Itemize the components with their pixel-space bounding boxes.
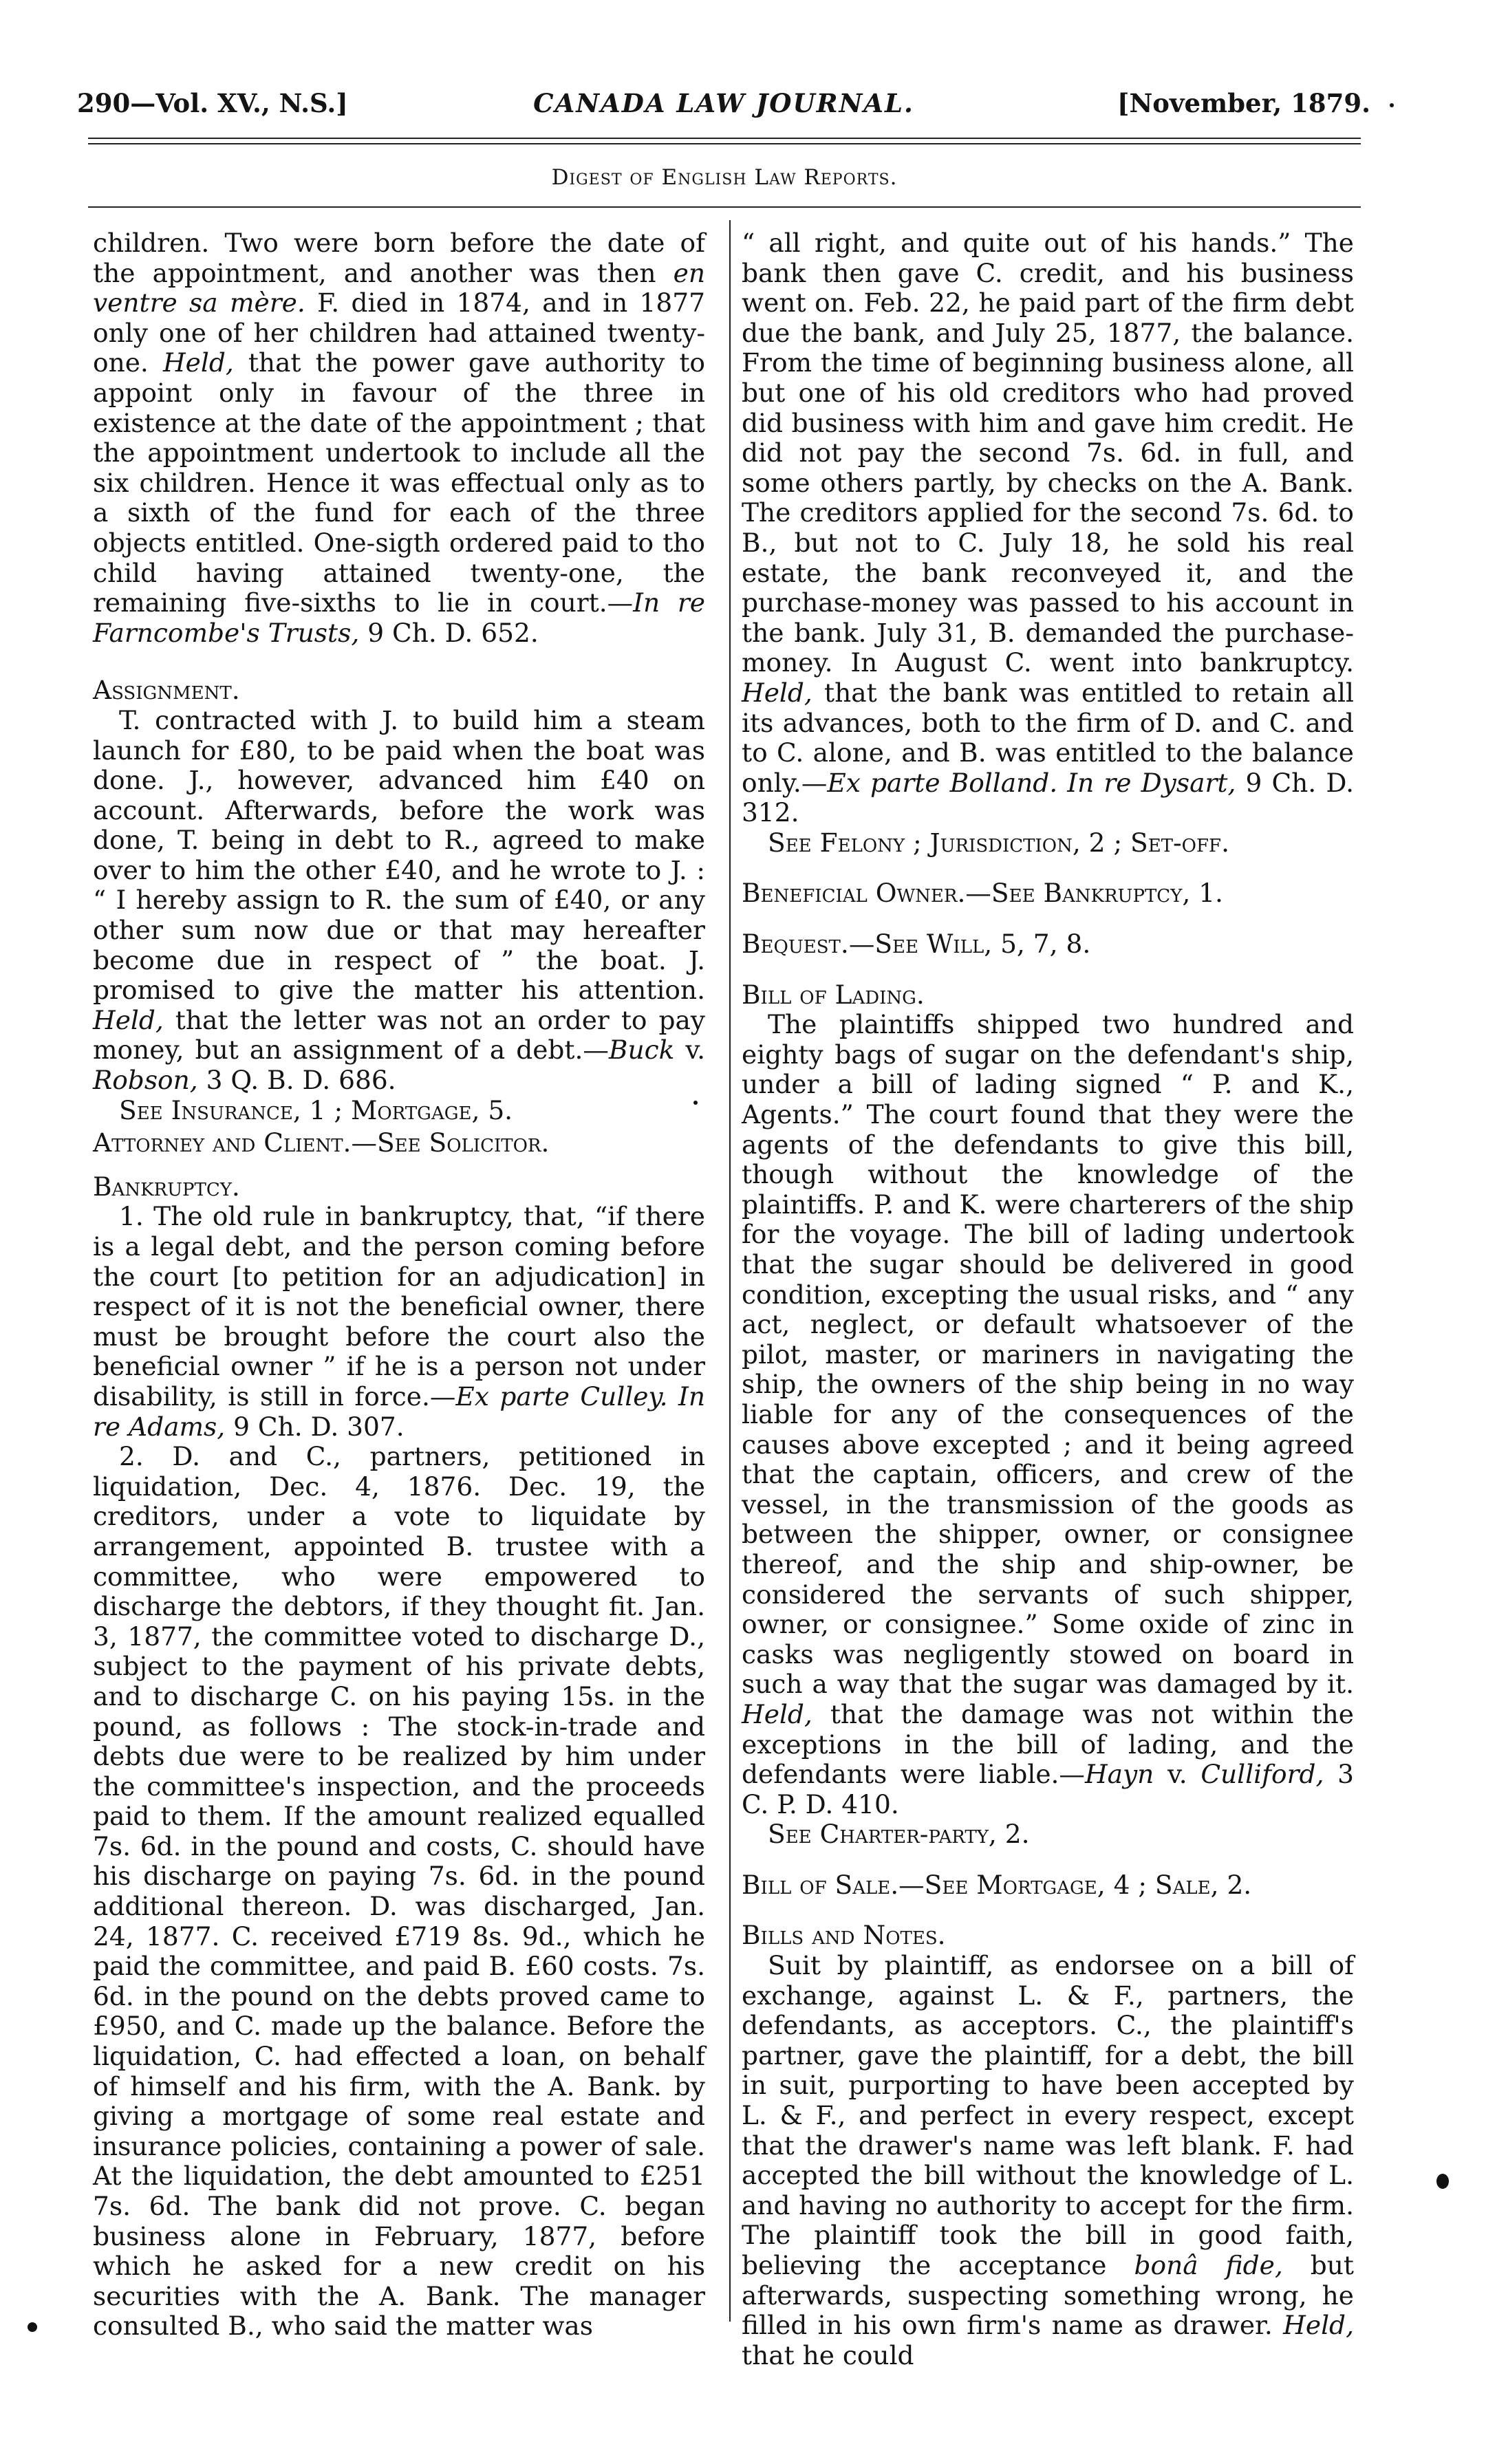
scan-speck bbox=[28, 2322, 37, 2332]
bills-and-notes-paragraph: Suit by plaintiff, as endorsee on a bill of exchange, against L. & F., partners, the defendants, as acceptors. C., the plaintiff's partner, gave the plaintiff, for a debt, the bill in suit, purporting to have been accepted by L. & F., and perfect in every respect, except that the drawer's name was left blank. F. had accepted the bill without the knowledge of L. and having no authority to accept for the firm. The plaintiff took the bill in good faith, believing the acceptance bonâ fide, but afterwards, suspecting something wrong, he filled in his own firm's name as drawer. Held, that he could bbox=[742, 1950, 1354, 2370]
bankruptcy-heading: Bankruptcy. bbox=[93, 1171, 240, 1202]
bill-of-lading-heading: Bill of Lading. bbox=[742, 979, 925, 1010]
journal-title: CANADA LAW JOURNAL. bbox=[533, 88, 914, 118]
running-head bbox=[77, 88, 1370, 129]
scan-speck bbox=[1436, 2174, 1449, 2189]
header-rule-top bbox=[88, 138, 1361, 139]
issue-date: [November, 1879. bbox=[1117, 88, 1370, 118]
bill-of-sale-entry: Bill of Sale.—See Mortgage, 4 ; Sale, 2. bbox=[742, 1869, 1252, 1900]
bankruptcy-item-1: 1. The old rule in bankruptcy, that, “if there is a legal debt, and the person coming before the court [to petition for an adjudication] in respect of it is not the beneficial owner, there must be brought before the court also the beneficial owner ” if he is a person not under disability, is still in force.—Ex parte Culley. In re Adams, 9 Ch. D. 307. bbox=[93, 1201, 705, 1442]
bankruptcy-item-2: 2. D. and C., partners, petitioned in liquidation, Dec. 4, 1876. Dec. 19, the creditors, under a vote to liquidate by arrangement, appointed B. trustee with a committee, who were empowered to discharge the debtors, if they thought fit. Jan. 3, 1877, the committee voted to discharge D., subject to the payment of his private debts, and to discharge C. on his paying 15s. in the pound, as follows : The stock-in-trade and debts due were to be realized by him under the committee's inspection, and the proceeds paid to them. If the amount realized equalled 7s. 6d. in the pound and costs, C. should have his discharge on paying 7s. 6d. in the pound additional thereon. D. was discharged, Jan. 24, 1877. C. received £719 8s. 9d., which he paid the committee, and paid B. £60 costs. 7s. 6d. in the pound on the debts proved came to £950, and C. made up the balance. Before the liquidation, C. had effected a loan, on behalf of himself and his firm, with the A. Bank. by giving a mortgage of some real estate and insurance policies, containing a power of sale. At the liquidation, the debt amounted to £251 7s. 6d. The bank did not prove. C. began business alone in February, 1877, before which he asked for a new credit on his securities with the A. Bank. The manager consulted B., who said the matter was bbox=[93, 1441, 705, 2342]
beneficial-owner-entry: Beneficial Owner.—See Bankruptcy, 1. bbox=[742, 878, 1223, 909]
assignment-heading: Assignment. bbox=[93, 675, 240, 706]
header-rule-bottom bbox=[88, 143, 1361, 144]
bankruptcy-see-also: See Felony ; Jurisdiction, 2 ; Set-off. bbox=[768, 827, 1229, 858]
column-divider bbox=[729, 220, 731, 2322]
attorney-client-entry: Attorney and Client.—See Solicitor. bbox=[93, 1127, 550, 1158]
assignment-paragraph: T. contracted with J. to build him a steam launch for £80, to be paid when the boat was done. J., however, advanced him £40 on account. Afterwards, before the work was done, T. being in debt to R., agreed to make over to him the other £40, and he wrote to J. : “ I hereby assign to R. the sum of £40, or any other sum now due or that may hereafter become due in respect of ” the boat. J. promised to give the matter his attention. Held, that the letter was not an order to pay money, but an assignment of a debt.—Buck v. Robson, 3 Q. B. D. 686. bbox=[93, 704, 705, 1096]
section-title: Digest of English Law Reports. bbox=[551, 165, 898, 190]
bill-of-lading-paragraph: The plaintiffs shipped two hundred and eighty bags of sugar on the defendant's ship, under a bill of lading signed “ P. and K., Agents.” The court found that they were the agents of the defendants to give this bill, though without the knowledge of the plaintiffs. P. and K. were charterers of the ship for the voyage. The bill of lading undertook that the sugar should be delivered in good condition, excepting the usual risks, and “ any act, neglect, or default whatsoever of the pilot, master, or mariners in navigating the ship, the owners of the ship being in no way liable for any of the consequences of the causes above excepted ; and it being agreed that the captain, officers, and crew of the vessel, in the transmission of the goods as between the shipper, owner, or consignee thereof, and the ship and ship-owner, be considered the servants of such shipper, owner, or consignee.” Some oxide of zinc in casks was negligently stowed on board in such a way that the sugar was damaged by it. Held, that the damage was not within the exceptions in the bill of lading, and the defendants were liable.—Hayn v. Culliford, 3 C. P. D. 410. bbox=[742, 1009, 1354, 1819]
right-column bbox=[742, 228, 1354, 2370]
page-volume: 290—Vol. XV., N.S.] bbox=[77, 88, 348, 118]
assignment-see-also: See Insurance, 1 ; Mortgage, 5. bbox=[119, 1094, 513, 1125]
bequest-entry: Bequest.—See Will, 5, 7, 8. bbox=[742, 929, 1091, 960]
bankruptcy-continuation: “ all right, and quite out of his hands.” The bank then gave C. credit, and his business went on. Feb. 22, he paid part of the firm debt due the bank, and July 25, 1877, the balance. From the time of beginning business alone, all but one of his old creditors who had proved did business with him and gave him credit. He did not pay the second 7s. 6d. in full, and some others partly, by checks on the A. Bank. The creditors applied for the second 7s. 6d. to B., but not to C. July 18, he sold his real estate, the bank reconveyed it, and the purchase-money was passed to his account in the bank. July 31, B. demanded the purchase-money. In August C. went into bankruptcy. Held, that the bank was entitled to retain all its advances, both to the firm of D. and C. and to C. alone, and B. was entitled to the balance only.—Ex parte Bolland. In re Dysart, 9 Ch. D. 312. bbox=[742, 228, 1354, 828]
left-column bbox=[93, 228, 705, 2342]
section-rule bbox=[88, 206, 1361, 208]
scan-speck bbox=[1390, 103, 1394, 107]
scan-speck bbox=[693, 1101, 698, 1105]
appointment-paragraph: children. Two were born before the date of the appointment, and another was then en ventre sa mère. F. died in 1874, and in 1877 only one of her children had attained twenty-one. Held, that the power gave authority to appoint only in favour of the three in existence at the date of the appointment ; that the appointment undertook to include all the six children. Hence it was effectual only as to a sixth of the fund for each of the three objects entitled. One-sigth ordered paid to tho child having attained twenty-one, the remaining five-sixths to lie in court.—In re Farncombe's Trusts, 9 Ch. D. 652. bbox=[93, 228, 706, 648]
bill-of-lading-see-also: See Charter-party, 2. bbox=[768, 1819, 1030, 1850]
bills-and-notes-heading: Bills and Notes. bbox=[742, 1920, 946, 1951]
